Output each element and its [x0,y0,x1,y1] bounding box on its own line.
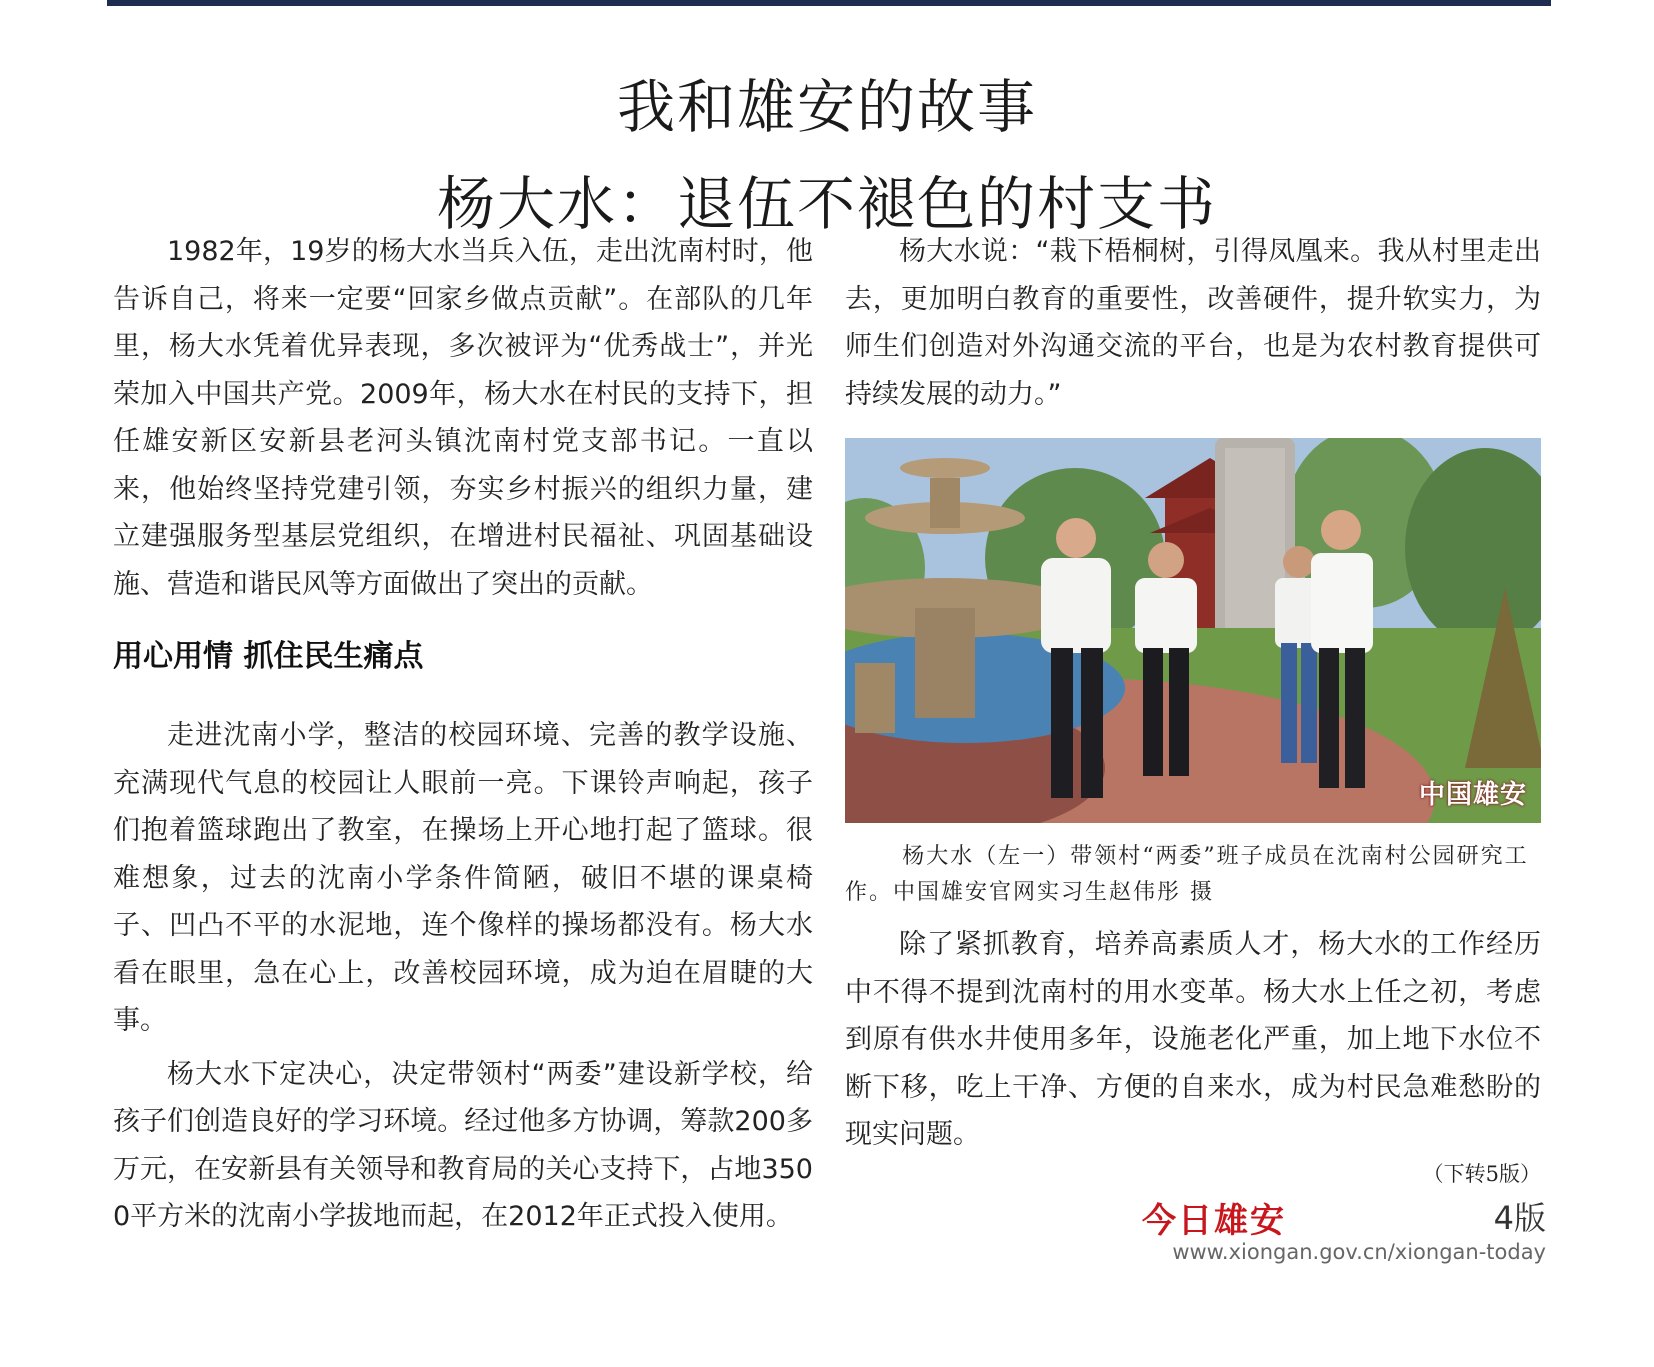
publication-logo: 今日雄安 [1142,1201,1286,1241]
right-paragraph-1: 杨大水说：“栽下梧桐树，引得凤凰来。我从村里走出去，更加明白教育的重要性，改善硬件，提升软实力，为师生们创造对外沟通交流的平台，也是为农村教育提供可持续发展的动力。” [845,236,1541,410]
page-number: 4版 [1493,1199,1546,1237]
right-column [845,228,1541,1189]
section-subheading: 用心用情 抓住民生痛点 [113,639,424,674]
left-column [113,228,813,1241]
website-url: www.xiongan.gov.cn/xiongan-today [1172,1240,1546,1264]
continued-note: （下转5版） [1422,1161,1541,1186]
photo-illustration [845,438,1541,823]
left-paragraph-3: 杨大水下定决心，决定带领村“两委”建设新学校，给孩子们创造良好的学习环境。经过他多方协调，筹款200多万元，在安新县有关领导和教育局的关心支持下，占地3500平方米的沈南小学拔地而起，在2012年正式投入使用。 [113,1058,813,1232]
photo-caption: 杨大水（左一）带领村“两委”班子成员在沈南村公园研究工作。中国雄安官网实习生赵伟彤 摄 [845,844,1529,905]
page-title-series: 我和雄安的故事 [616,72,1037,141]
photo-watermark: 中国雄安 [1418,780,1527,810]
page-title-headline: 杨大水：退伍不褪色的村支书 [436,169,1217,238]
left-paragraph-1: 1982年，19岁的杨大水当兵入伍，走出沈南村时，他告诉自己，将来一定要“回家乡做点贡献”。在部队的几年里，杨大水凭着优异表现，多次被评为“优秀战士”，并光荣加入中国共产党。2009年，杨大水在村民的支持下，担任雄安新区安新县老河头镇沈南村党支部书记。一直以来，他始终坚持党建引领，夯实乡村振兴的组织力量，建立建强服务型基层党组织，在增进村民福祉、巩固基础设施、营造和谐民风等方面做出了突出的贡献。 [113,236,813,600]
right-paragraph-2: 除了紧抓教育，培养高素质人才，杨大水的工作经历中不得不提到沈南村的用水变革。杨大水上任之初，考虑到原有供水井使用多年，设施老化严重，加上地下水位不断下移，吃上干净、方便的自来水，成为村民急难愁盼的现实问题。 [845,929,1541,1150]
top-rule [107,0,1551,6]
news-photo [845,438,1541,823]
left-paragraph-2: 走进沈南小学，整洁的校园环境、完善的教学设施、充满现代气息的校园让人眼前一亮。下课铃声响起，孩子们抱着篮球跑出了教室，在操场上开心地打起了篮球。很难想象，过去的沈南小学条件简陋，破旧不堪的课桌椅子、凹凸不平的水泥地，连个像样的操场都没有。杨大水看在眼里，急在心上，改善校园环境，成为迫在眉睫的大事。 [113,720,813,1036]
